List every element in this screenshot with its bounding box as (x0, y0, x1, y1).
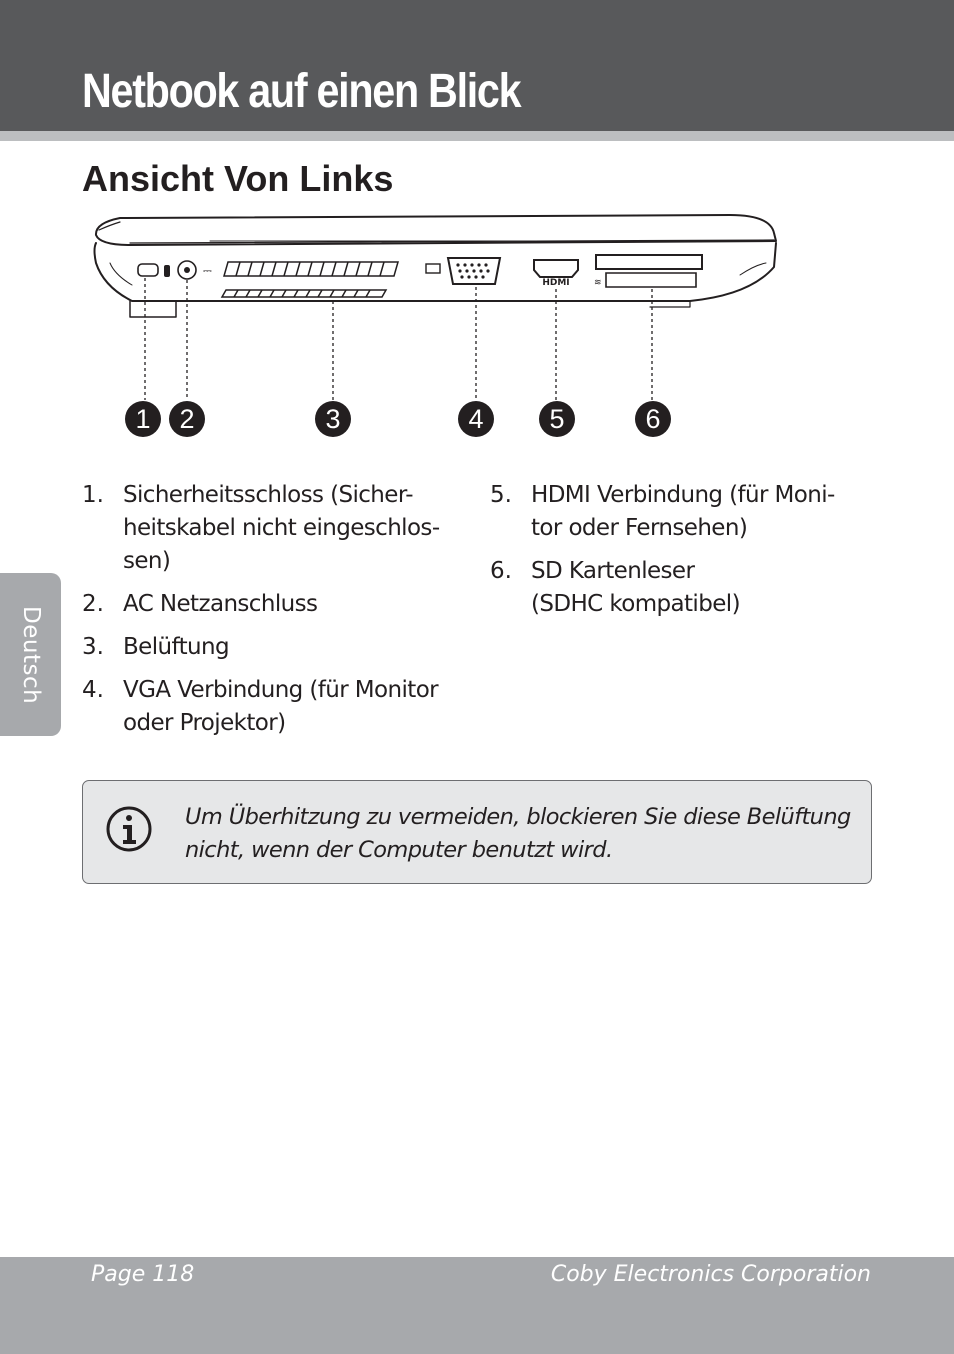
list-number: 6. (490, 558, 512, 584)
list-text: Sicherheitsschloss (Sicher- heitskabel nicht eingeschlos- sen) (123, 482, 440, 574)
list-item (490, 555, 870, 621)
svg-text:6: 6 (645, 404, 661, 434)
list-text: SD Kartenleser (SDHC kompatibel) (531, 558, 740, 617)
svg-text:2: 2 (179, 404, 195, 434)
netbook-left-side-diagram (90, 205, 790, 450)
hdmi-port-label: HDMI (542, 278, 570, 288)
list-text: HDMI Verbindung (für Moni- tor oder Fernsehen) (531, 482, 835, 541)
leader-lines (145, 278, 652, 400)
language-side-tab (0, 573, 61, 736)
list-item (490, 479, 870, 545)
list-item (82, 674, 462, 740)
power-icon: ⎓ (203, 264, 212, 277)
sd-icon: ≋ (594, 278, 602, 288)
callout-2 (169, 401, 205, 437)
port-list-right (490, 479, 870, 631)
header-rule (0, 131, 954, 141)
vent-grille (222, 262, 398, 297)
hdmi-port (534, 260, 578, 277)
list-text: VGA Verbindung (für Monitor oder Projektor) (123, 677, 439, 736)
callout-4 (458, 401, 494, 437)
list-text: AC Netzanschluss (123, 591, 318, 617)
lock-icon (164, 265, 170, 277)
sd-card-reader (596, 255, 702, 269)
list-text: Belüftung (123, 634, 229, 660)
svg-text:5: 5 (549, 404, 565, 434)
callout-1 (125, 401, 161, 437)
list-number: 2. (82, 591, 104, 617)
svg-text:4: 4 (468, 404, 484, 434)
svg-text:3: 3 (325, 404, 341, 434)
monitor-icon (426, 264, 440, 273)
callout-6 (635, 401, 671, 437)
company-name: Coby Electronics Corporation (550, 1262, 871, 1287)
list-number: 4. (82, 677, 104, 703)
page-number: Page 118 (91, 1262, 195, 1287)
note-box (82, 780, 872, 884)
list-number: 5. (490, 482, 512, 508)
side-tab-label: Deutsch (18, 605, 44, 705)
svg-text:1: 1 (135, 404, 151, 434)
callout-5 (539, 401, 575, 437)
list-item (82, 631, 462, 664)
info-icon (105, 805, 153, 853)
list-item (82, 588, 462, 621)
list-item (82, 479, 462, 578)
port-list-left (82, 479, 462, 750)
section-title: Ansicht Von Links (82, 158, 394, 199)
callout-3 (315, 401, 351, 437)
security-lock-slot (138, 264, 158, 276)
list-number: 1. (82, 482, 104, 508)
list-number: 3. (82, 634, 104, 660)
note-text: Um Überhitzung zu vermeiden, blockieren Sie diese Belüftung nicht, wenn der Computer benutzt wird. (185, 804, 851, 863)
page-title: Netbook auf einen Blick (82, 65, 521, 118)
